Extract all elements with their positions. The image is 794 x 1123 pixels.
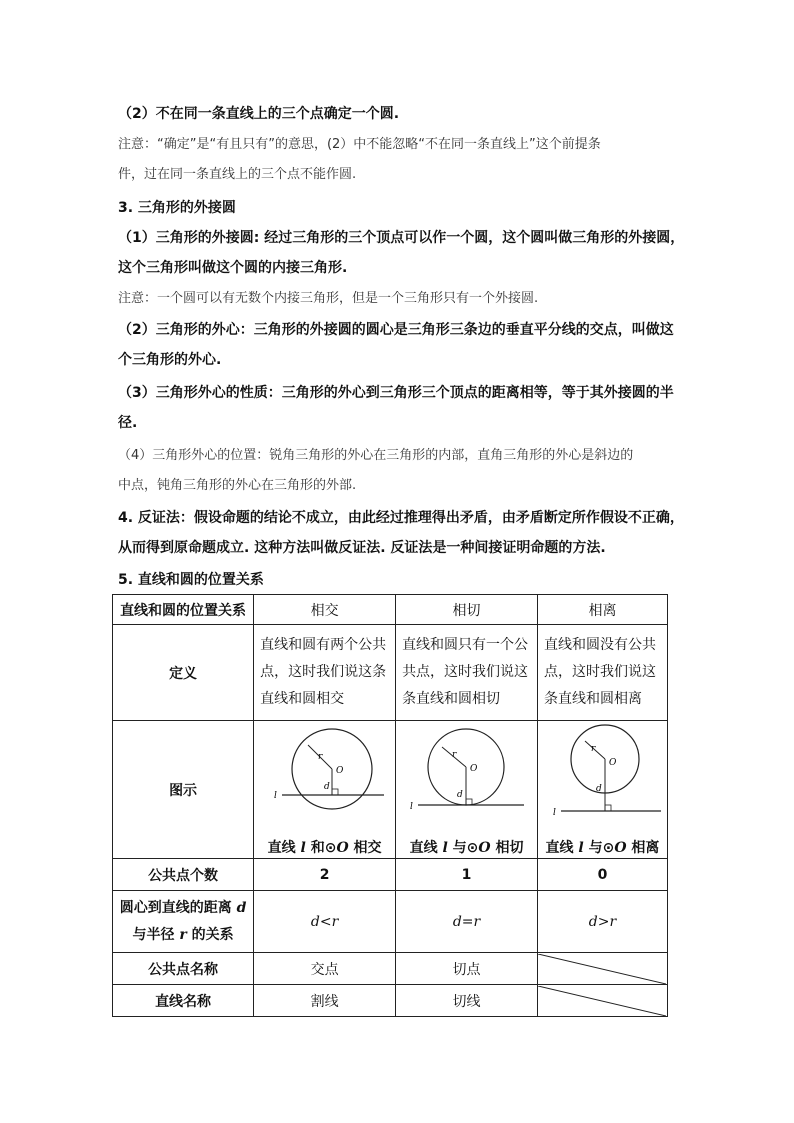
para-property-line1: （3）三角形外心的性质：三角形的外心到三角形三个顶点的距离相等，等于其外接圆的半 bbox=[118, 385, 674, 401]
para-circumcircle-line2: 这个三角形叫做这个圆的内接三角形. bbox=[118, 260, 348, 276]
definition-intersect-line3: 直线和圆相交 bbox=[260, 691, 345, 707]
figure-tangent-o: O bbox=[469, 763, 477, 774]
figure-intersect-r: r bbox=[317, 751, 322, 762]
label-distance bbox=[113, 891, 254, 953]
figure-separate-d: d bbox=[596, 783, 603, 794]
definition-intersect bbox=[254, 625, 396, 721]
figure-intersect-cell bbox=[254, 721, 396, 859]
definition-separate bbox=[537, 625, 667, 721]
header-tangent: 相切 bbox=[396, 595, 538, 625]
header-separate: 相离 bbox=[537, 595, 667, 625]
figure-intersect-l: l bbox=[273, 790, 277, 801]
para-circumcircle-line1: （1）三角形的外接圆: 经过三角形的三个顶点可以作一个圆，这个圆叫做三角形的外接圆， bbox=[118, 230, 685, 246]
para-circumcenter-line2: 个三角形的外心. bbox=[118, 352, 222, 368]
diagonal-slash bbox=[538, 986, 666, 1016]
figure-tangent-cell bbox=[396, 721, 538, 859]
para-three-points: （2）不在同一条直线上的三个点确定一个圆. bbox=[118, 106, 400, 122]
table-row-definition bbox=[113, 625, 668, 721]
figure-separate-r: r bbox=[591, 743, 596, 754]
para-position-line2: 中点，钝角三角形的外心在三角形的外部. bbox=[118, 478, 357, 493]
line-name-tangent: 切线 bbox=[396, 985, 538, 1017]
line-name-separate-empty bbox=[537, 985, 667, 1017]
note-determine-line2: 件，过在同一条直线上的三个点不能作圆. bbox=[118, 167, 357, 182]
label-definition: 定义 bbox=[113, 625, 254, 721]
para-property-line2: 径. bbox=[118, 415, 138, 431]
label-distance-text2: 与半径 bbox=[132, 926, 180, 943]
table-row-count bbox=[113, 859, 668, 891]
relation-intersect: d<r bbox=[254, 891, 396, 953]
label-figure: 图示 bbox=[113, 721, 254, 859]
table-header-row bbox=[113, 595, 668, 625]
label-count: 公共点个数 bbox=[113, 859, 254, 891]
definition-tangent-line3: 条直线和圆相切 bbox=[402, 691, 501, 707]
caption-tangent: 直线 l 与⊙O 相切 bbox=[409, 839, 524, 856]
figure-tangent-l: l bbox=[409, 801, 413, 812]
definition-intersect-line2: 点，这时我们说这条 bbox=[260, 664, 387, 680]
point-name-intersect: 交点 bbox=[254, 953, 396, 985]
definition-tangent-line2: 共点，这时我们说这 bbox=[402, 664, 529, 680]
figure-intersect-d: d bbox=[323, 781, 330, 792]
para-circumcenter-line1: （2）三角形的外心：三角形的外接圆的圆心是三角形三条边的垂直平分线的交点，叫做这 bbox=[118, 322, 674, 338]
para-contradiction-line1: 4. 反证法：假设命题的结论不成立，由此经过推理得出矛盾，由矛盾断定所作假设不正确， bbox=[118, 510, 684, 526]
definition-intersect-line1: 直线和圆有两个公共 bbox=[260, 637, 387, 653]
note-inscribed: 注意：一个圆可以有无数个内接三角形，但是一个三角形只有一个外接圆. bbox=[118, 291, 539, 306]
para-contradiction-line2: 从而得到原命题成立. 这种方法叫做反证法. 反证法是一种间接证明命题的方法. bbox=[118, 540, 606, 556]
relation-separate: d>r bbox=[537, 891, 667, 953]
line-circle-table bbox=[112, 594, 668, 1017]
definition-separate-line2: 点，这时我们说这 bbox=[543, 664, 656, 680]
count-intersect: 2 bbox=[254, 859, 396, 891]
caption-intersect: 直线 l 和⊙O 相交 bbox=[267, 839, 382, 856]
header-intersect: 相交 bbox=[254, 595, 396, 625]
heading-line-circle: 5. 直线和圆的位置关系 bbox=[118, 572, 264, 588]
table-row-distance bbox=[113, 891, 668, 953]
figure-separate-cell bbox=[537, 721, 667, 859]
figure-separate-diagram bbox=[539, 723, 665, 831]
figure-intersect-diagram bbox=[260, 723, 390, 831]
relation-tangent: d=r bbox=[396, 891, 538, 953]
figure-tangent-d: d bbox=[456, 789, 463, 800]
header-relation: 直线和圆的位置关系 bbox=[113, 595, 254, 625]
count-tangent: 1 bbox=[396, 859, 538, 891]
diagonal-slash bbox=[538, 954, 666, 984]
figure-intersect-o: O bbox=[335, 765, 343, 776]
table-row-line-name bbox=[113, 985, 668, 1017]
figure-separate-l: l bbox=[553, 807, 557, 818]
point-name-tangent: 切点 bbox=[396, 953, 538, 985]
note-determine-line1: 注意：“确定”是“有且只有”的意思，(2）中不能忽略“不在同一条直线上”这个前提条 bbox=[118, 137, 601, 152]
heading-circumcircle: 3. 三角形的外接圆 bbox=[118, 200, 236, 216]
point-name-separate-empty bbox=[537, 953, 667, 985]
definition-separate-line3: 条直线和圆相离 bbox=[543, 691, 642, 707]
label-line-name: 直线名称 bbox=[113, 985, 254, 1017]
figure-separate-o: O bbox=[609, 757, 617, 768]
label-point-name: 公共点名称 bbox=[113, 953, 254, 985]
table-row-point-name bbox=[113, 953, 668, 985]
figure-tangent-diagram bbox=[402, 723, 532, 831]
definition-tangent bbox=[396, 625, 538, 721]
label-distance-text1: 圆心到直线的距离 bbox=[119, 899, 237, 916]
caption-separate: 直线 l 与⊙O 相离 bbox=[545, 839, 660, 856]
label-distance-text3: 的关系 bbox=[186, 926, 234, 943]
line-name-intersect: 割线 bbox=[254, 985, 396, 1017]
figure-tangent-r: r bbox=[451, 749, 456, 760]
label-distance-r: r bbox=[179, 926, 187, 943]
definition-tangent-line1: 直线和圆只有一个公 bbox=[402, 637, 529, 653]
label-distance-d: d bbox=[236, 899, 247, 916]
table-row-figure bbox=[113, 721, 668, 859]
count-separate: 0 bbox=[537, 859, 667, 891]
definition-separate-line1: 直线和圆没有公共 bbox=[543, 637, 656, 653]
para-position-line1: （4）三角形外心的位置：锐角三角形的外心在三角形的内部，直角三角形的外心是斜边的 bbox=[118, 448, 634, 463]
